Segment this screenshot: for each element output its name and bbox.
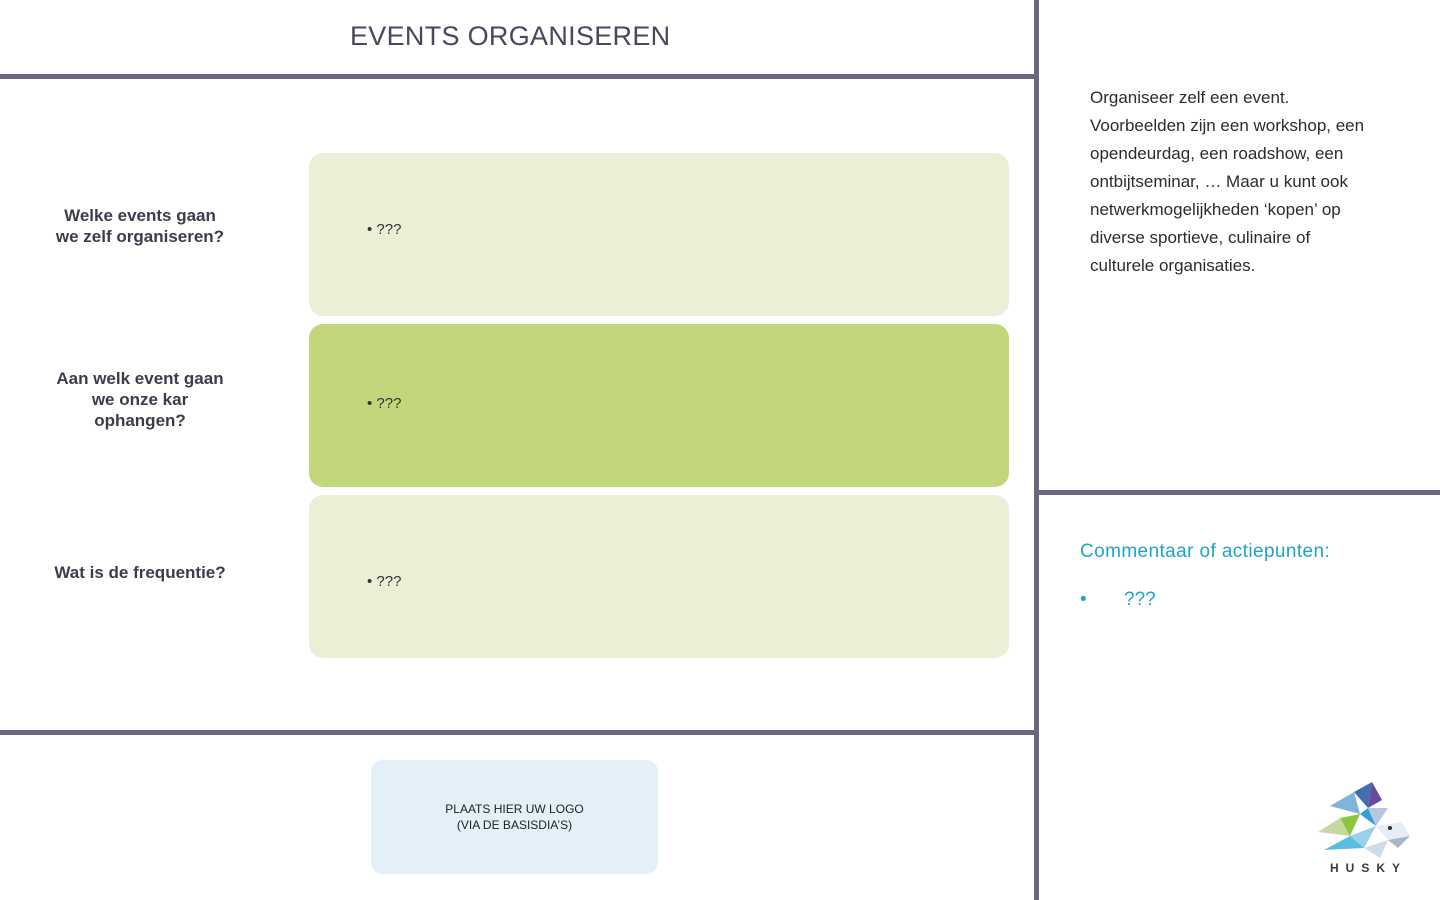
bullet-icon: • xyxy=(1080,589,1087,610)
top-divider xyxy=(0,74,1034,79)
description-line: Voorbeelden zijn een workshop, een xyxy=(1090,116,1365,135)
question-line: Welke events gaan xyxy=(64,206,216,225)
answer-text[interactable]: • ??? xyxy=(367,573,402,590)
answer-panel-frequency[interactable] xyxy=(309,495,1009,658)
logo-placeholder-line: (VIA DE BASISDIA’S) xyxy=(456,818,573,832)
brand-wordmark: HUSKY xyxy=(1330,861,1408,875)
question-line: ophangen? xyxy=(94,411,186,430)
description-line: culturele organisaties. xyxy=(1090,256,1256,275)
description-line: ontbijtseminar, … Maar u kunt ook xyxy=(1090,172,1348,191)
description-line: Organiseer zelf een event. xyxy=(1090,88,1290,107)
description-line: opendeurdag, een roadshow, een xyxy=(1090,144,1344,163)
question-line: Aan welk event gaan xyxy=(56,369,224,388)
answer-text[interactable]: • ??? xyxy=(367,395,402,412)
description-text xyxy=(1090,84,1410,280)
page-title: EVENTS ORGANISEREN xyxy=(350,21,671,51)
question-sponsor-event xyxy=(40,368,240,431)
answer-text[interactable]: • ??? xyxy=(367,221,402,238)
comments-heading: Commentaar of actiepunten: xyxy=(1080,541,1331,562)
right-divider xyxy=(1039,490,1440,495)
bottom-divider xyxy=(0,730,1034,735)
question-line: we zelf organiseren? xyxy=(55,227,225,246)
question-own-events xyxy=(40,205,240,247)
question-frequency xyxy=(40,562,240,583)
question-line: we onze kar xyxy=(91,390,189,409)
vertical-divider xyxy=(1034,0,1039,900)
question-line: Wat is de frequentie? xyxy=(54,563,226,582)
answer-panel-sponsor-event[interactable] xyxy=(309,324,1009,487)
comment-item[interactable] xyxy=(1080,589,1156,611)
description-line: netwerkmogelijkheden ‘kopen’ op xyxy=(1090,200,1341,219)
answer-panel-own-events[interactable] xyxy=(309,153,1009,316)
description-line: diverse sportieve, culinaire of xyxy=(1090,228,1311,247)
logo-placeholder[interactable] xyxy=(371,760,658,874)
comment-text[interactable]: ??? xyxy=(1124,589,1156,610)
logo-placeholder-line: PLAATS HIER UW LOGO xyxy=(445,802,584,816)
